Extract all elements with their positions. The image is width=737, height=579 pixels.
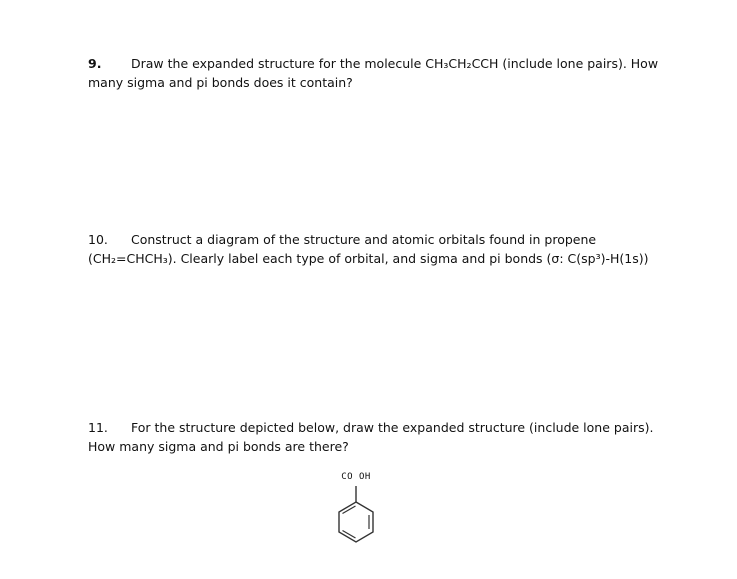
question-11	[88, 418, 708, 456]
question-text-line2: (CH₂=CHCH₃). Clearly label each type of orbital, and sigma and pi bonds (σ: C(sp³)-H(1s))	[88, 251, 649, 266]
double-bond-inner-2	[343, 506, 356, 514]
question-9	[88, 54, 708, 92]
question-text-line2: many sigma and pi bonds does it contain?	[88, 75, 353, 90]
question-number: 10.	[88, 232, 108, 247]
question-text-line2: How many sigma and pi bonds are there?	[88, 439, 349, 454]
question-text-line1: Draw the expanded structure for the molecule CH₃CH₂CCH (include lone pairs). How	[131, 56, 659, 71]
question-text-line1: For the structure depicted below, draw the expanded structure (include lone pairs).	[131, 420, 654, 435]
benzoic-acid-structure	[326, 472, 386, 552]
benzene-ring	[339, 502, 373, 542]
double-bond-inner-3	[343, 531, 356, 539]
question-10	[88, 230, 708, 268]
question-number: 11.	[88, 420, 108, 435]
benzene-ring-drawing	[326, 472, 386, 552]
question-number: 9.	[88, 56, 102, 71]
carboxyl-group-label: CO OH	[341, 472, 371, 482]
question-text-line1: Construct a diagram of the structure and atomic orbitals found in propene	[131, 232, 597, 247]
